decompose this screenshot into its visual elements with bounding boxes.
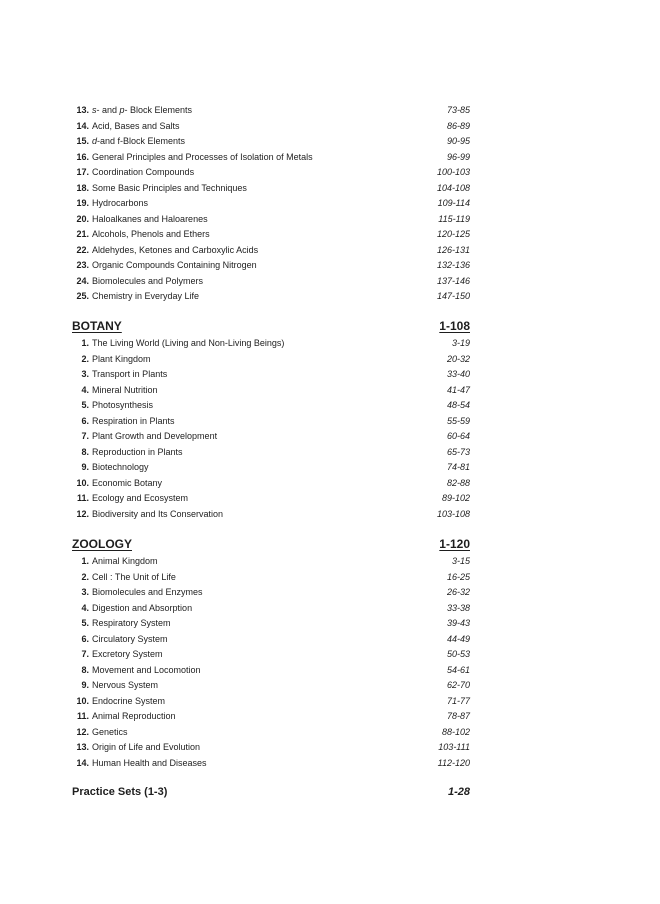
entry-number: 2. bbox=[81, 571, 89, 582]
entry-title: Some Basic Principles and Techniques bbox=[92, 182, 247, 193]
entry-title: Biotechnology bbox=[92, 462, 149, 472]
toc-entry[interactable] bbox=[72, 632, 470, 647]
toc-entry[interactable] bbox=[72, 134, 470, 149]
practice-sets-entry[interactable] bbox=[72, 783, 470, 801]
entry-pages: 109-114 bbox=[437, 198, 470, 208]
entry-number: 22. bbox=[76, 244, 89, 255]
entry-title: Acid, Bases and Salts bbox=[92, 120, 180, 131]
entry-title: Reproduction in Plants bbox=[92, 446, 183, 457]
toc-entry[interactable] bbox=[72, 476, 470, 491]
entry-number: 25. bbox=[76, 291, 89, 301]
entry-number: 11. bbox=[76, 493, 89, 503]
entry-pages: 96-99 bbox=[446, 151, 470, 162]
entry-pages: 44-49 bbox=[446, 633, 470, 644]
entry-pages: 55-59 bbox=[446, 415, 470, 426]
entry-title: Human Health and Diseases bbox=[92, 757, 207, 768]
entry-pages: 50-53 bbox=[446, 649, 470, 659]
entry-pages: 33-40 bbox=[446, 369, 470, 379]
toc-entry[interactable] bbox=[72, 445, 470, 460]
entry-title: Organic Compounds Containing Nitrogen bbox=[92, 260, 257, 270]
toc-entry[interactable] bbox=[72, 336, 470, 351]
toc-entry[interactable] bbox=[72, 383, 470, 398]
entry-title: Respiratory System bbox=[92, 618, 171, 628]
entry-number: 12. bbox=[76, 508, 89, 519]
entry-number: 9. bbox=[81, 680, 89, 690]
entry-number: 13. bbox=[76, 742, 89, 752]
entry-pages: 62-70 bbox=[446, 680, 470, 690]
toc-entry[interactable] bbox=[72, 460, 470, 475]
toc-entry[interactable] bbox=[72, 274, 470, 289]
entry-number: 10. bbox=[76, 477, 89, 488]
entry-pages: 71-77 bbox=[446, 695, 470, 706]
entry-pages: 88-102 bbox=[441, 726, 470, 737]
entry-number: 17. bbox=[76, 167, 89, 177]
section-title: ZOOLOGY bbox=[72, 537, 132, 551]
entry-number: 21. bbox=[76, 229, 89, 239]
toc-entry[interactable] bbox=[72, 554, 470, 569]
entry-title: Excretory System bbox=[92, 649, 163, 659]
entry-title: Origin of Life and Evolution bbox=[92, 742, 201, 752]
entry-pages: 82-88 bbox=[446, 477, 470, 488]
entry-title: Aldehydes, Ketones and Carboxylic Acids bbox=[92, 244, 259, 255]
entry-number: 16. bbox=[76, 151, 89, 162]
toc-entry[interactable] bbox=[72, 289, 470, 304]
toc-entry[interactable] bbox=[72, 663, 470, 678]
toc-entry[interactable] bbox=[72, 165, 470, 180]
entry-pages: 26-32 bbox=[446, 587, 470, 597]
entry-pages: 86-89 bbox=[446, 120, 470, 131]
entry-number: 8. bbox=[81, 446, 89, 457]
toc-entry[interactable] bbox=[72, 756, 470, 771]
entry-title: Animal Reproduction bbox=[92, 711, 176, 721]
entry-title: Genetics bbox=[92, 726, 128, 737]
toc-entry[interactable] bbox=[72, 429, 470, 444]
entry-title: Mineral Nutrition bbox=[92, 384, 158, 395]
entry-title: Chemistry in Everyday Life bbox=[92, 291, 200, 301]
entry-pages: 103-108 bbox=[436, 508, 470, 519]
toc-entry[interactable] bbox=[72, 570, 470, 585]
entry-title: Plant Kingdom bbox=[92, 353, 151, 364]
entry-pages: 100-103 bbox=[436, 167, 470, 177]
entry-number: 12. bbox=[76, 726, 89, 737]
section-heading-zoology[interactable] bbox=[72, 535, 470, 553]
entry-title: s- and p- Block Elements bbox=[92, 105, 193, 115]
entry-title: Transport in Plants bbox=[92, 369, 168, 379]
toc-entry[interactable] bbox=[72, 507, 470, 522]
toc-entry[interactable] bbox=[72, 585, 470, 600]
entry-title: Animal Kingdom bbox=[92, 556, 158, 566]
toc-entry[interactable] bbox=[72, 398, 470, 413]
toc-entry[interactable] bbox=[72, 491, 470, 506]
entry-number: 3. bbox=[81, 369, 89, 379]
entry-pages: 73-85 bbox=[446, 105, 470, 115]
toc-entry[interactable] bbox=[72, 616, 470, 631]
entry-title: Nervous System bbox=[92, 680, 159, 690]
toc-entry[interactable] bbox=[72, 414, 470, 429]
entry-pages: 103-111 bbox=[438, 742, 470, 752]
entry-number: 1. bbox=[81, 556, 89, 566]
entry-title: Ecology and Ecosystem bbox=[92, 493, 189, 503]
toc-entry[interactable] bbox=[72, 227, 470, 242]
entry-number: 7. bbox=[81, 649, 89, 659]
entry-number: 23. bbox=[76, 260, 89, 270]
entry-title: Circulatory System bbox=[92, 633, 168, 644]
toc-entry[interactable] bbox=[72, 709, 470, 724]
entry-number: 14. bbox=[76, 757, 89, 768]
entry-title: Biomolecules and Enzymes bbox=[92, 587, 203, 597]
toc-entry[interactable] bbox=[72, 367, 470, 382]
section-range: 1-108 bbox=[439, 319, 470, 333]
entry-pages: 48-54 bbox=[446, 400, 470, 410]
toc-entry[interactable] bbox=[72, 725, 470, 740]
entry-pages: 89-102 bbox=[441, 493, 470, 503]
entry-number: 3. bbox=[81, 587, 89, 597]
entry-pages: 147-150 bbox=[436, 291, 470, 301]
entry-number: 4. bbox=[81, 384, 89, 395]
entry-pages: 78-87 bbox=[446, 711, 470, 721]
entry-pages: 3-15 bbox=[451, 556, 470, 566]
practice-sets-range: 1-28 bbox=[447, 786, 470, 798]
entry-title: Coordination Compounds bbox=[92, 167, 195, 177]
entry-number: 9. bbox=[81, 462, 89, 472]
toc-entry[interactable] bbox=[72, 678, 470, 693]
toc-entry[interactable] bbox=[72, 601, 470, 616]
toc-entry[interactable] bbox=[72, 647, 470, 662]
entry-number: 1. bbox=[81, 338, 89, 348]
section-heading-botany[interactable] bbox=[72, 317, 470, 335]
entry-pages: 120-125 bbox=[436, 229, 470, 239]
entry-number: 5. bbox=[81, 618, 89, 628]
entry-number: 11. bbox=[76, 711, 89, 721]
entry-title: d-and f-Block Elements bbox=[92, 136, 186, 146]
entry-title: General Principles and Processes of Isolation of Metals bbox=[92, 151, 313, 162]
entry-title: Digestion and Absorption bbox=[92, 602, 193, 613]
section-range: 1-120 bbox=[439, 537, 470, 551]
toc-entry[interactable] bbox=[72, 243, 470, 258]
entry-pages: 65-73 bbox=[446, 446, 470, 457]
entry-title: Haloalkanes and Haloarenes bbox=[92, 213, 208, 224]
entry-number: 13. bbox=[76, 105, 89, 115]
entry-title: Endocrine System bbox=[92, 695, 166, 706]
entry-number: 20. bbox=[76, 213, 89, 224]
entry-number: 18. bbox=[76, 182, 89, 193]
practice-sets-title: Practice Sets (1-3) bbox=[72, 786, 168, 798]
entry-pages: 41-47 bbox=[446, 384, 470, 395]
toc-entry[interactable] bbox=[72, 740, 470, 755]
entry-pages: 20-32 bbox=[446, 353, 470, 364]
entry-pages: 60-64 bbox=[446, 431, 470, 441]
entry-number: 2. bbox=[81, 353, 89, 364]
toc-entry[interactable] bbox=[72, 352, 470, 367]
entry-pages: 33-38 bbox=[446, 602, 470, 613]
entry-title: Hydrocarbons bbox=[92, 198, 149, 208]
entry-pages: 90-95 bbox=[446, 136, 470, 146]
toc-entry[interactable] bbox=[72, 181, 470, 196]
entry-title: Plant Growth and Development bbox=[92, 431, 218, 441]
entry-number: 6. bbox=[81, 633, 89, 644]
entry-pages: 104-108 bbox=[436, 182, 470, 193]
entry-number: 15. bbox=[76, 136, 89, 146]
toc-entry[interactable] bbox=[72, 196, 470, 211]
toc-entry[interactable] bbox=[72, 212, 470, 227]
entry-title: Photosynthesis bbox=[92, 400, 154, 410]
entry-title: Economic Botany bbox=[92, 477, 163, 488]
entry-number: 10. bbox=[76, 695, 89, 706]
section-title: BOTANY bbox=[72, 319, 122, 333]
entry-pages: 132-136 bbox=[436, 260, 470, 270]
entry-pages: 74-81 bbox=[446, 462, 470, 472]
entry-title: Alcohols, Phenols and Ethers bbox=[92, 229, 210, 239]
entry-pages: 39-43 bbox=[446, 618, 470, 628]
toc-entry[interactable] bbox=[72, 150, 470, 165]
entry-title: Cell : The Unit of Life bbox=[92, 571, 176, 582]
entry-number: 8. bbox=[81, 664, 89, 675]
toc-entry[interactable] bbox=[72, 258, 470, 273]
entry-pages: 137-146 bbox=[436, 275, 470, 286]
entry-pages: 3-19 bbox=[451, 338, 470, 348]
entry-number: 4. bbox=[81, 602, 89, 613]
entry-pages: 126-131 bbox=[436, 244, 470, 255]
entry-number: 19. bbox=[76, 198, 89, 208]
entry-pages: 16-25 bbox=[446, 571, 470, 582]
toc-entry[interactable] bbox=[72, 694, 470, 709]
toc-entry[interactable] bbox=[72, 119, 470, 134]
entry-pages: 112-120 bbox=[437, 757, 470, 768]
entry-title: Biodiversity and Its Conservation bbox=[92, 508, 224, 519]
entry-title: The Living World (Living and Non-Living Beings) bbox=[92, 338, 285, 348]
entry-number: 24. bbox=[76, 275, 89, 286]
entry-number: 14. bbox=[76, 120, 89, 131]
toc-entry[interactable] bbox=[72, 103, 470, 118]
entry-title: Movement and Locomotion bbox=[92, 664, 201, 675]
entry-title: Respiration in Plants bbox=[92, 415, 175, 426]
entry-title: Biomolecules and Polymers bbox=[92, 275, 204, 286]
entry-number: 7. bbox=[81, 431, 89, 441]
entry-number: 5. bbox=[81, 400, 89, 410]
entry-pages: 54-61 bbox=[446, 664, 470, 675]
entry-pages: 115-119 bbox=[438, 213, 470, 224]
entry-number: 6. bbox=[81, 415, 89, 426]
